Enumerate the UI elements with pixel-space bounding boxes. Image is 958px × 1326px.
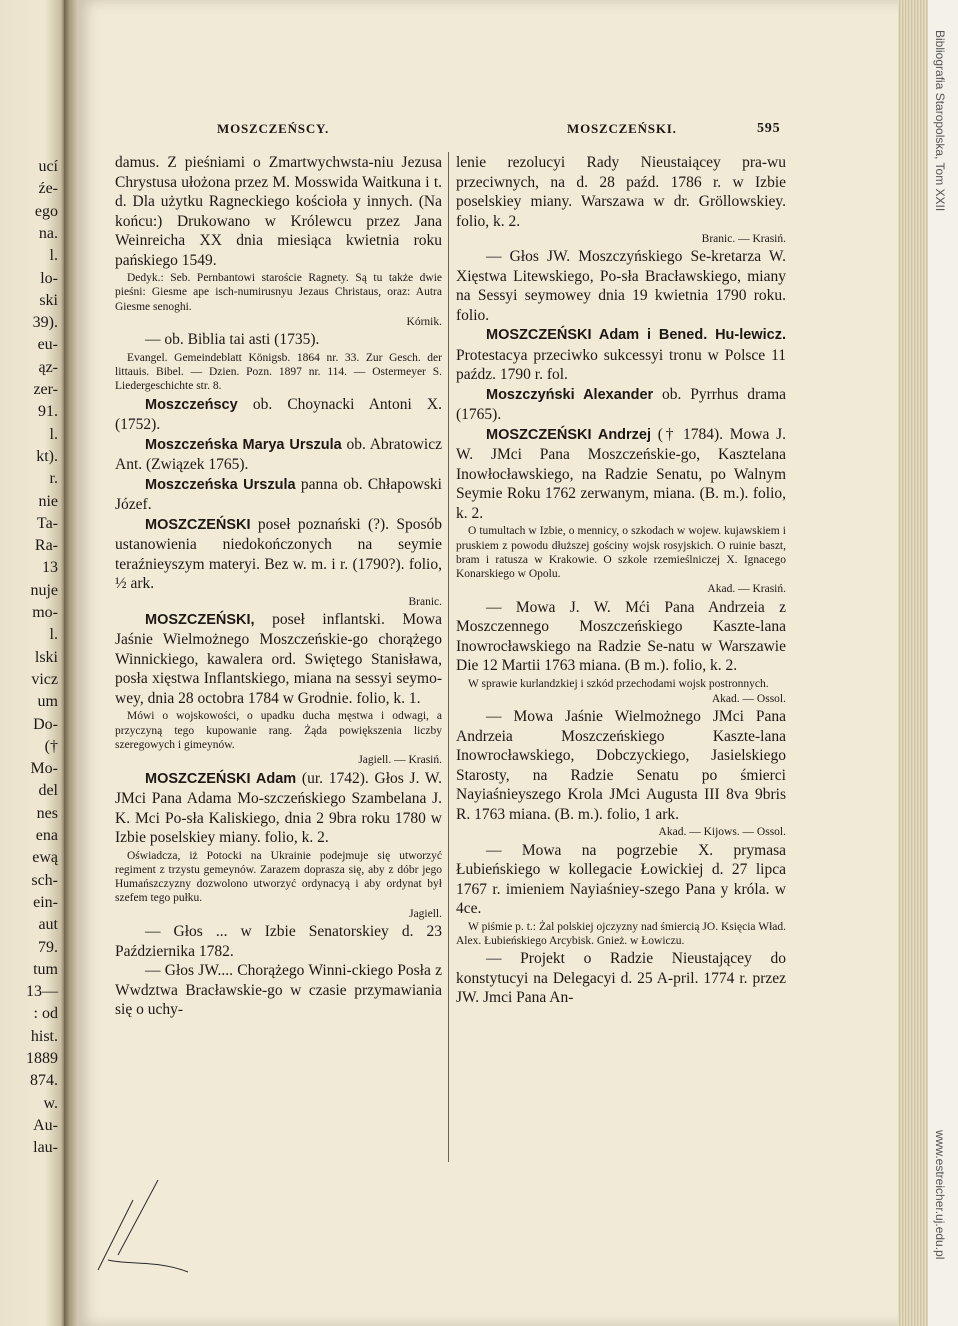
entry-heading: MOSZCZEŃSKI Andrzej xyxy=(486,426,652,443)
previous-page-fragment: mo- xyxy=(32,604,58,621)
bibliography-entry xyxy=(456,582,786,596)
bibliography-entry xyxy=(115,351,442,394)
previous-page-fragment: sch- xyxy=(31,871,58,889)
entry-text: Branic. — Krasiń. xyxy=(701,233,786,245)
previous-page-fragment: eu- xyxy=(37,336,58,354)
bibliography-entry xyxy=(115,515,442,594)
entry-text: Evangel. Gemeindeblatt Königsb. 1864 nr. 33. Zur Gesch. der littauis. Bibel. — Dzien. Pozn. 1897 nr. 114. — Ostermeyer S. Liedergeschichte str. 8. xyxy=(115,351,442,393)
entry-text: W sprawie kurlandzkiej i szkód przechodami wojsk postronnych. xyxy=(468,677,769,690)
entry-text: Jagiell. xyxy=(409,907,442,920)
bibliography-entry xyxy=(115,315,442,329)
bibliography-entry xyxy=(115,849,442,906)
bibliography-entry xyxy=(115,922,442,961)
previous-page-fragment: źe- xyxy=(38,180,58,198)
previous-page-fragment: vicz xyxy=(31,670,58,688)
entry-text: Branic. xyxy=(408,595,442,608)
previous-page-fragment: († xyxy=(44,737,58,755)
bibliography-entry xyxy=(456,825,786,839)
entry-text: lenie rezolucyi Rady Nieustaiącey pra-wu przeciwnych, na d. 28 paźd. 1786 r. w Izbie poselskiey miany. Warszawa w dr. Gröllowskiey. folio, k. 2. xyxy=(456,154,786,230)
page-edges xyxy=(898,0,928,1326)
bibliography-entry xyxy=(456,232,786,246)
left-column xyxy=(115,153,442,1020)
entry-text: Protestacya przeciwko sukcessyi tronu w Polsce 11 paźdz. 1790 r. fol. xyxy=(456,346,786,384)
previous-page-fragment: del xyxy=(38,782,58,800)
bibliography-entry xyxy=(115,907,442,921)
previous-page-fragment: zer- xyxy=(33,381,58,398)
bibliography-entry xyxy=(456,153,786,231)
previous-page-fragment: 13 xyxy=(42,559,58,577)
entry-text: ob. Pyrrhus drama (1765). xyxy=(456,385,787,424)
entry-heading: MOSZCZEŃSKI Adam i Bened. Hu-lewicz. xyxy=(486,327,786,344)
previous-page-fragment: Do- xyxy=(33,715,58,733)
previous-page-fragment: w. xyxy=(43,1094,58,1112)
entry-text: damus. Z pieśniami o Zmartwychwsta-niu Jezusa Chrystusa ułożona przez M. Mosswida Waitkuna i t. d. Dla użytku Ragneckiego kościoła y innych. (Na końcu:) Drukowano w Królewcu przez Jana Weinreicha XX dnia miesiąca kwietnia roku pańskiego 1549. xyxy=(115,154,442,269)
previous-page-fragment: ski xyxy=(39,291,58,309)
previous-page-fragment: Ta- xyxy=(36,514,58,532)
entry-text: ob. Abratowicz Ant. (Związek 1765). xyxy=(115,435,442,474)
previous-page-fragment: 1889 xyxy=(26,1050,58,1067)
entry-text: — Głos JW. Moszczyńskiego Se-kretarza W. Xięstwa Litewskiego, Po-sła Bracławskiego, miany na Sessyi seymowey dnia 19 kwietnia 1790 roku. folio. xyxy=(456,248,786,324)
entry-text: ob. Choynacki Antoni X. (1752). xyxy=(115,395,442,434)
entry-text: Kórnik. xyxy=(406,315,442,328)
entry-text: — Mowa na pogrzebie X. prymasa Łubieńskiego w kollegacie Łowickiej d. 27 lipca 1767 r. imieniem Nayiaśniey-szego Pana y króla. w 4ce. xyxy=(456,841,786,918)
previous-page-fragment: l. xyxy=(49,425,58,443)
previous-page-fragment: lau- xyxy=(33,1139,58,1157)
entry-text: († 1784). Mowa J. W. JMci Pana Moszczeńskie-go, Kasztelana Inowłocławskiego, na Radzie Senatu, po Walnym Seymie Roku 1762 zerwanym, miana. (B. m.). folio, k. 2. xyxy=(456,425,786,522)
bibliography-entry xyxy=(456,920,786,949)
bibliography-entry xyxy=(115,395,442,435)
previous-page-fragment: ucí xyxy=(38,158,58,175)
column-divider xyxy=(448,152,449,1162)
previous-page-fragment: 91. xyxy=(38,403,58,421)
previous-page-fragment: lski xyxy=(34,648,58,666)
entry-text: (ur. 1742). Głos J. W. JMci Pana Adama Mo-szczeńskiego Szambelana J. K. Mci Po-sła Kaliskiego, dnia 2 9bra roku 1780 w Izbie poselskiey miany. folio, k. 2. xyxy=(115,769,442,847)
entry-text: poseł inflantski. Mowa Jaśnie Wielmożnego Moszczeńskie-go chorążego Winnickiego, kawalera ord. Swiętego Stanisława, posła xięstwa Inflantskiego, miana na sessyi seymo-wey, dnia 28 octobra 1784 w Grodnie. folio, k. 1. xyxy=(115,610,442,707)
bibliography-entry xyxy=(456,677,786,691)
entry-heading: Moszczeńska Marya Urszula xyxy=(145,436,342,453)
previous-page-fragment: na. xyxy=(38,224,58,242)
bibliography-entry xyxy=(456,707,786,824)
previous-page-fragment: um xyxy=(37,693,58,711)
bibliography-entry xyxy=(115,475,442,515)
previous-page-fragment: Ra- xyxy=(34,537,58,555)
book-gutter xyxy=(64,0,78,1326)
previous-page-fragment: ego xyxy=(34,202,58,220)
entry-heading: Moszczeńska Urszula xyxy=(145,476,296,493)
bibliography-entry xyxy=(115,709,442,752)
entry-text: — ob. Biblia tai asti (1735). xyxy=(145,331,320,349)
previous-page-fragment: : od xyxy=(33,1005,58,1023)
right-column xyxy=(456,153,786,1008)
previous-page-fragment: ena xyxy=(35,827,58,844)
bibliography-entry xyxy=(115,330,442,350)
entry-text: — Głos ... w Izbie Senatorskiey d. 23 Października 1782. xyxy=(115,923,442,960)
bibliography-entry xyxy=(456,325,786,385)
entry-text: — Projekt o Radzie Nieustającey do konstytucyi na Delegacyi d. 25 A-pril. 1774 r. przez JW. Jmci Pana An- xyxy=(456,950,786,1007)
entry-heading: Moszczyński Alexander xyxy=(486,386,654,403)
bibliography-entry xyxy=(115,435,442,475)
entry-heading: MOSZCZEŃSKI, xyxy=(145,611,255,628)
previous-page-fragment: ewą xyxy=(32,849,58,867)
entry-text: Mówi o wojskowości, o upadku ducha męstwa i odwagi, a przyczyną tego kupowanie rang. Żąda powiększenia liczby szeregowych i gimeynów. xyxy=(115,710,442,751)
bibliography-entry xyxy=(115,271,442,314)
entry-text: O tumultach w Izbie, o mennicy, o szkodach w wojew. kujawskiem i pruskiem z powodu dłuższej gościny wojsk rosyjskich. O ruinie baszt, bram i ratusza w Krakowie. O szkole rzemieślniczej X. Ignacego Konarskiego w Opolu. xyxy=(456,525,786,581)
previous-page-fragment: lo- xyxy=(40,269,58,287)
previous-page-fragment: nie xyxy=(38,492,58,510)
bibliography-entry xyxy=(115,961,442,1020)
entry-heading: MOSZCZEŃSKI xyxy=(145,516,251,533)
bibliography-entry xyxy=(115,153,442,270)
previous-page-fragment: 13— xyxy=(26,983,58,1001)
bibliography-entry xyxy=(456,385,786,425)
previous-page-fragment: 874. xyxy=(30,1072,58,1090)
entry-text: Akad. — Krasiń. xyxy=(707,583,786,596)
previous-page-fragment: 79. xyxy=(38,938,58,956)
previous-page-fragment: 39). xyxy=(32,314,58,332)
previous-page-fragment: Au- xyxy=(33,1116,58,1134)
bibliography-entry xyxy=(115,595,442,609)
bibliography-entry xyxy=(456,841,786,919)
running-header-left: MOSZCZEŃSCY. xyxy=(217,121,330,136)
bibliography-entry xyxy=(115,769,442,848)
running-header-right: MOSZCZEŃSKI. xyxy=(567,121,677,136)
entry-heading: MOSZCZEŃSKI Adam xyxy=(145,770,297,787)
entry-text: Jagiell. — Krasiń. xyxy=(358,754,442,767)
previous-page-fragment: aut xyxy=(38,916,58,934)
bibliography-entry xyxy=(456,247,786,325)
entry-text: W piśmie p. t.: Żal polskiej ojczyzny nad śmiercią JO. Księcia Wład. Alex. Łubieńskiego Arcybisk. Gnież. w Łowiczu. xyxy=(456,920,786,947)
entry-text: Akad. — Ossol. xyxy=(711,693,786,706)
bibliography-entry xyxy=(456,692,786,706)
entry-text: poseł poznański (?). Sposób ustanowienia niedokończonych na seymie teraźnieyszym materyi. Bez w. m. i r. (1790?). folio, ½ ark. xyxy=(115,515,442,593)
entry-text: Oświadcza, iż Potocki na Ukrainie podejmuje się utworzyć regiment z trzystu gemeynów. Zarazem doprasza się, aby z dóbr jego Humańszczyzny dozwolono utworzyć ordynacyą i aby ordynat był szefem tego pułku. xyxy=(115,849,442,905)
entry-text: Dedyk.: Seb. Pernbantowi staroście Ragnety. Są tu także dwie pieśni: Giesme ape isch-numirusnyu Jezaus Christaus, oraz: Autra Giesme senoghi. xyxy=(115,272,442,313)
entry-heading: Moszczeńscy xyxy=(145,396,238,413)
bibliography-entry xyxy=(115,610,442,709)
bibliography-entry xyxy=(115,753,442,767)
bibliography-entry xyxy=(456,598,786,676)
previous-page-fragment: hist. xyxy=(30,1027,58,1045)
entry-text: panna ob. Chłapowski Józef. xyxy=(115,475,442,514)
previous-page-fragment: tum xyxy=(33,960,58,978)
entry-text: — Mowa Jaśnie Wielmożnego JMci Pana Andrzeia Moszczeńskiego Kaszte-lana Inowrocławskiego, Dobczyckiego, Jasielskiego Starosty, na Radzie Senatu po śmierci Nayiaśnieyszego Krola JMci Augusta III 8va 9bris R. 1763 miana. (B. m.). folio, 1 ark. xyxy=(456,708,786,823)
page-number: 595 xyxy=(757,121,781,136)
previous-page-fragment: r. xyxy=(49,470,58,488)
previous-page-fragment: nes xyxy=(36,804,58,822)
collection-title: Bibliografia Staropolska, Tom XXII xyxy=(933,30,947,212)
previous-page-fragment: Mo- xyxy=(30,760,58,778)
bibliography-entry xyxy=(456,425,786,524)
previous-page-fragment: ąz- xyxy=(38,358,58,376)
previous-page-fragment: l. xyxy=(49,626,58,644)
previous-page-fragment: l. xyxy=(49,247,58,265)
source-url: www.estreicher.uj.edu.pl xyxy=(933,1130,947,1260)
entry-text: Akad. — Kijows. — Ossol. xyxy=(658,826,786,839)
librarian-signature-mark xyxy=(88,1160,198,1280)
bibliography-entry xyxy=(456,524,786,581)
bibliography-entry xyxy=(456,949,786,1008)
previous-page-fragment: kt). xyxy=(36,447,58,465)
entry-text: — Mowa J. W. Mći Pana Andrzeia z Moszczennego Moszczeńskiego Kaszte-lana Inowrocławskiego na Radzie Se-natu w Warszawie Die 12 Martii 1763 miana. (B m.). folio, k. 2. xyxy=(456,598,786,675)
previous-page-fragment: ein- xyxy=(33,893,58,911)
entry-text: — Głos JW.... Chorążego Winni-ckiego Posła z Wwdztwa Bracławskie-go w czasie przymawiania się o uchy- xyxy=(115,962,442,1019)
previous-page-edge xyxy=(0,0,64,1326)
previous-page-fragment: nuje xyxy=(30,581,58,599)
